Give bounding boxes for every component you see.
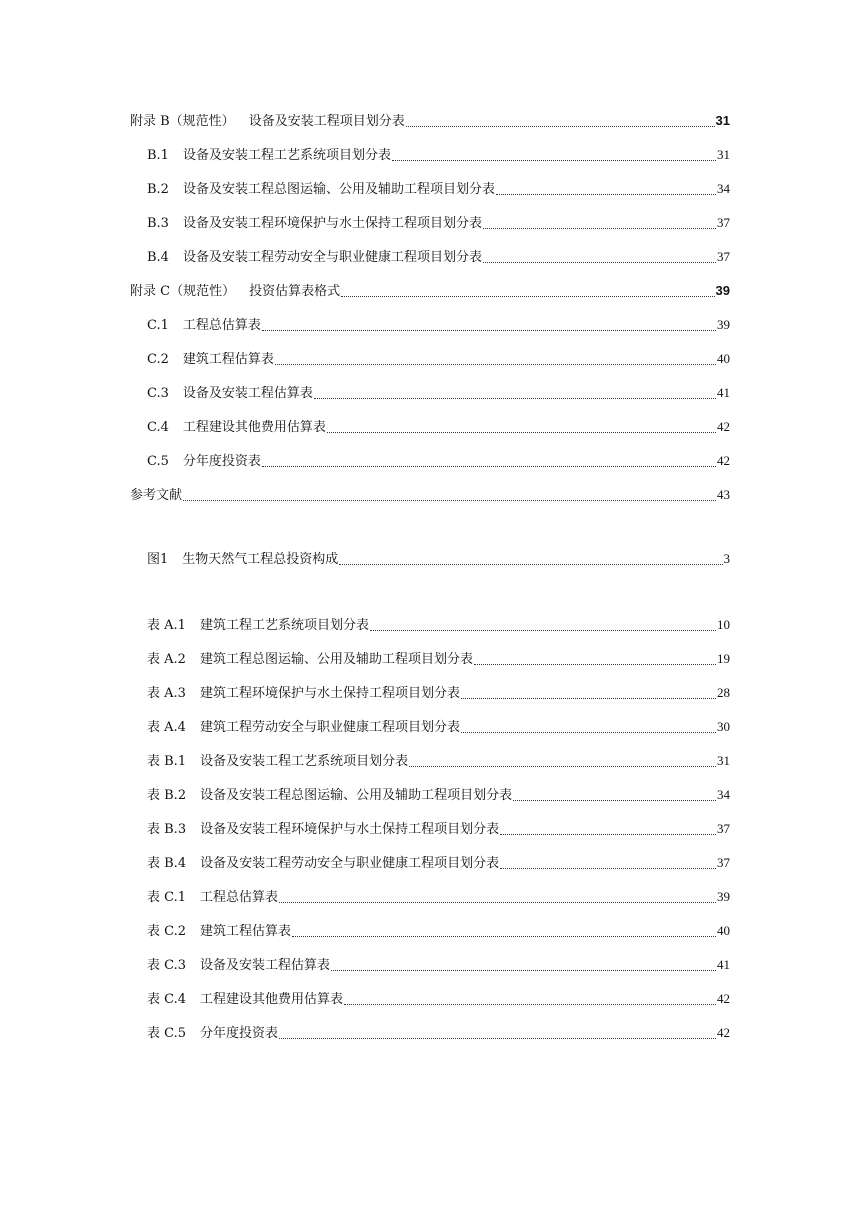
toc-entry-table-a3[interactable] [147,684,730,703]
entry-page: 3 [723,551,730,566]
entry-page: 37 [717,249,730,264]
entry-number: 表 B.3 [147,822,187,837]
entry-number: C.5 [147,454,169,469]
entry-number: 表 A.2 [147,652,186,667]
entry-title: 建筑工程劳动安全与职业健康工程项目划分表 [199,720,460,735]
entry-title: 设备及安装工程总图运输、公用及辅助工程项目划分表 [182,182,495,197]
entry-number: 附录 B（规范性） [130,114,235,129]
dot-leader [275,363,716,365]
toc-entry-b4[interactable] [147,248,730,267]
dot-leader [341,295,714,297]
entry-number: 附录 C（规范性） [130,284,236,299]
dot-leader [327,431,716,433]
dot-leader [500,867,716,869]
dot-leader [474,663,716,665]
entry-page: 41 [717,957,730,972]
entry-page: 43 [717,487,730,502]
entry-title: 分年度投资表 [182,454,261,469]
toc-entry-table-a1[interactable] [147,616,730,635]
toc-entry-c4[interactable] [147,418,730,437]
toc-entry-appendix-c[interactable] [130,282,730,301]
toc-entry-appendix-b[interactable] [130,112,730,131]
entry-number: C.2 [147,352,169,367]
entry-number: 图1 [147,552,169,567]
dot-leader [344,1003,716,1005]
entry-number: 表 C.3 [147,958,187,973]
entry-title: 生物天然气工程总投资构成 [182,552,339,567]
toc-entry-table-a2[interactable] [147,650,730,669]
entry-title: 建筑工程工艺系统项目划分表 [199,618,369,633]
toc-entry-b3[interactable] [147,214,730,233]
entry-title: 设备及安装工程估算表 [182,386,313,401]
toc-entry-c5[interactable] [147,452,730,471]
entry-title: 设备及安装工程估算表 [200,958,331,973]
toc-entry-c2[interactable] [147,350,730,369]
entry-page: 37 [717,215,730,230]
dot-leader [461,731,716,733]
entry-title: 设备及安装工程劳动安全与职业健康工程项目划分表 [182,250,482,265]
entry-number: C.1 [147,318,169,333]
dot-leader [483,227,716,229]
dot-leader [483,261,716,263]
entry-title: 参考文献 [130,488,183,503]
entry-page: 39 [717,889,730,904]
toc-entry-table-b1[interactable] [147,752,730,771]
dot-leader [279,1037,716,1039]
entry-page: 40 [717,351,730,366]
entry-page: 10 [717,617,730,632]
toc-entry-table-b4[interactable] [147,854,730,873]
entry-number: 表 C.2 [147,924,187,939]
toc-entry-table-c2[interactable] [147,922,730,941]
entry-title: 建筑工程估算表 [182,352,274,367]
entry-number: 表 C.4 [147,992,187,1007]
dot-leader [370,629,716,631]
dot-leader [262,465,716,467]
entry-title: 分年度投资表 [200,1026,279,1041]
entry-number: 表 B.4 [147,856,187,871]
entry-title: 工程建设其他费用估算表 [182,420,326,435]
entry-title: 设备及安装工程项目划分表 [248,114,405,129]
toc-entry-table-c1[interactable] [147,888,730,907]
toc-entry-table-c3[interactable] [147,956,730,975]
entry-page: 41 [717,385,730,400]
dot-leader [262,329,716,331]
dot-leader [292,935,716,937]
dot-leader [339,563,722,565]
entry-page: 37 [717,855,730,870]
toc-entry-table-a4[interactable] [147,718,730,737]
dot-leader [279,901,716,903]
dot-leader [406,125,715,127]
entry-page: 31 [717,753,730,768]
toc-entry-c3[interactable] [147,384,730,403]
entry-title: 建筑工程总图运输、公用及辅助工程项目划分表 [199,652,473,667]
entry-title: 工程总估算表 [182,318,261,333]
entry-title: 设备及安装工程劳动安全与职业健康工程项目划分表 [200,856,500,871]
entry-title: 设备及安装工程工艺系统项目划分表 [200,754,409,769]
dot-leader [331,969,716,971]
entry-page: 31 [717,147,730,162]
toc-entry-table-b2[interactable] [147,786,730,805]
toc-entry-table-b3[interactable] [147,820,730,839]
dot-leader [513,799,716,801]
entry-title: 工程总估算表 [200,890,279,905]
entry-title: 建筑工程估算表 [200,924,292,939]
dot-leader [461,697,716,699]
entry-number: 表 A.1 [147,618,186,633]
entry-page: 30 [717,719,730,734]
entry-number: B.1 [147,148,169,163]
entry-number: B.3 [147,216,169,231]
toc-entry-c1[interactable] [147,316,730,335]
entry-page: 42 [717,1025,730,1040]
entry-title: 设备及安装工程工艺系统项目划分表 [182,148,391,163]
toc-entry-references[interactable] [130,486,730,505]
entry-title: 设备及安装工程总图运输、公用及辅助工程项目划分表 [200,788,513,803]
entry-page: 42 [717,453,730,468]
entry-number: 表 A.3 [147,686,186,701]
entry-number: B.4 [147,250,169,265]
entry-number: 表 A.4 [147,720,186,735]
entry-number: 表 B.1 [147,754,187,769]
entry-page: 42 [717,991,730,1006]
entry-page: 28 [717,685,730,700]
entry-page: 37 [717,821,730,836]
entry-number: 表 B.2 [147,788,187,803]
entry-page: 34 [717,787,730,802]
entry-number: 表 C.1 [147,890,187,905]
dot-leader [392,159,716,161]
toc-entry-table-c5[interactable] [147,1024,730,1043]
entry-title: 投资估算表格式 [249,284,341,299]
dot-leader [314,397,716,399]
entry-number: C.4 [147,420,169,435]
entry-page: 39 [717,317,730,332]
entry-title: 设备及安装工程环境保护与水土保持工程项目划分表 [182,216,482,231]
entry-title: 建筑工程环境保护与水土保持工程项目划分表 [199,686,460,701]
entry-page: 39 [715,283,730,298]
toc-entry-b1[interactable] [147,146,730,165]
toc-entry-figure-1[interactable] [147,550,730,569]
entry-title: 工程建设其他费用估算表 [200,992,344,1007]
entry-title: 设备及安装工程环境保护与水土保持工程项目划分表 [200,822,500,837]
toc-entry-table-c4[interactable] [147,990,730,1009]
entry-number: 表 C.5 [147,1026,187,1041]
entry-number: B.2 [147,182,169,197]
dot-leader [496,193,716,195]
entry-page: 34 [717,181,730,196]
dot-leader [500,833,716,835]
dot-leader [183,499,716,501]
dot-leader [409,765,716,767]
entry-page: 19 [717,651,730,666]
entry-page: 40 [717,923,730,938]
toc-entry-b2[interactable] [147,180,730,199]
entry-number: C.3 [147,386,169,401]
entry-page: 42 [717,419,730,434]
entry-page: 31 [715,113,730,128]
